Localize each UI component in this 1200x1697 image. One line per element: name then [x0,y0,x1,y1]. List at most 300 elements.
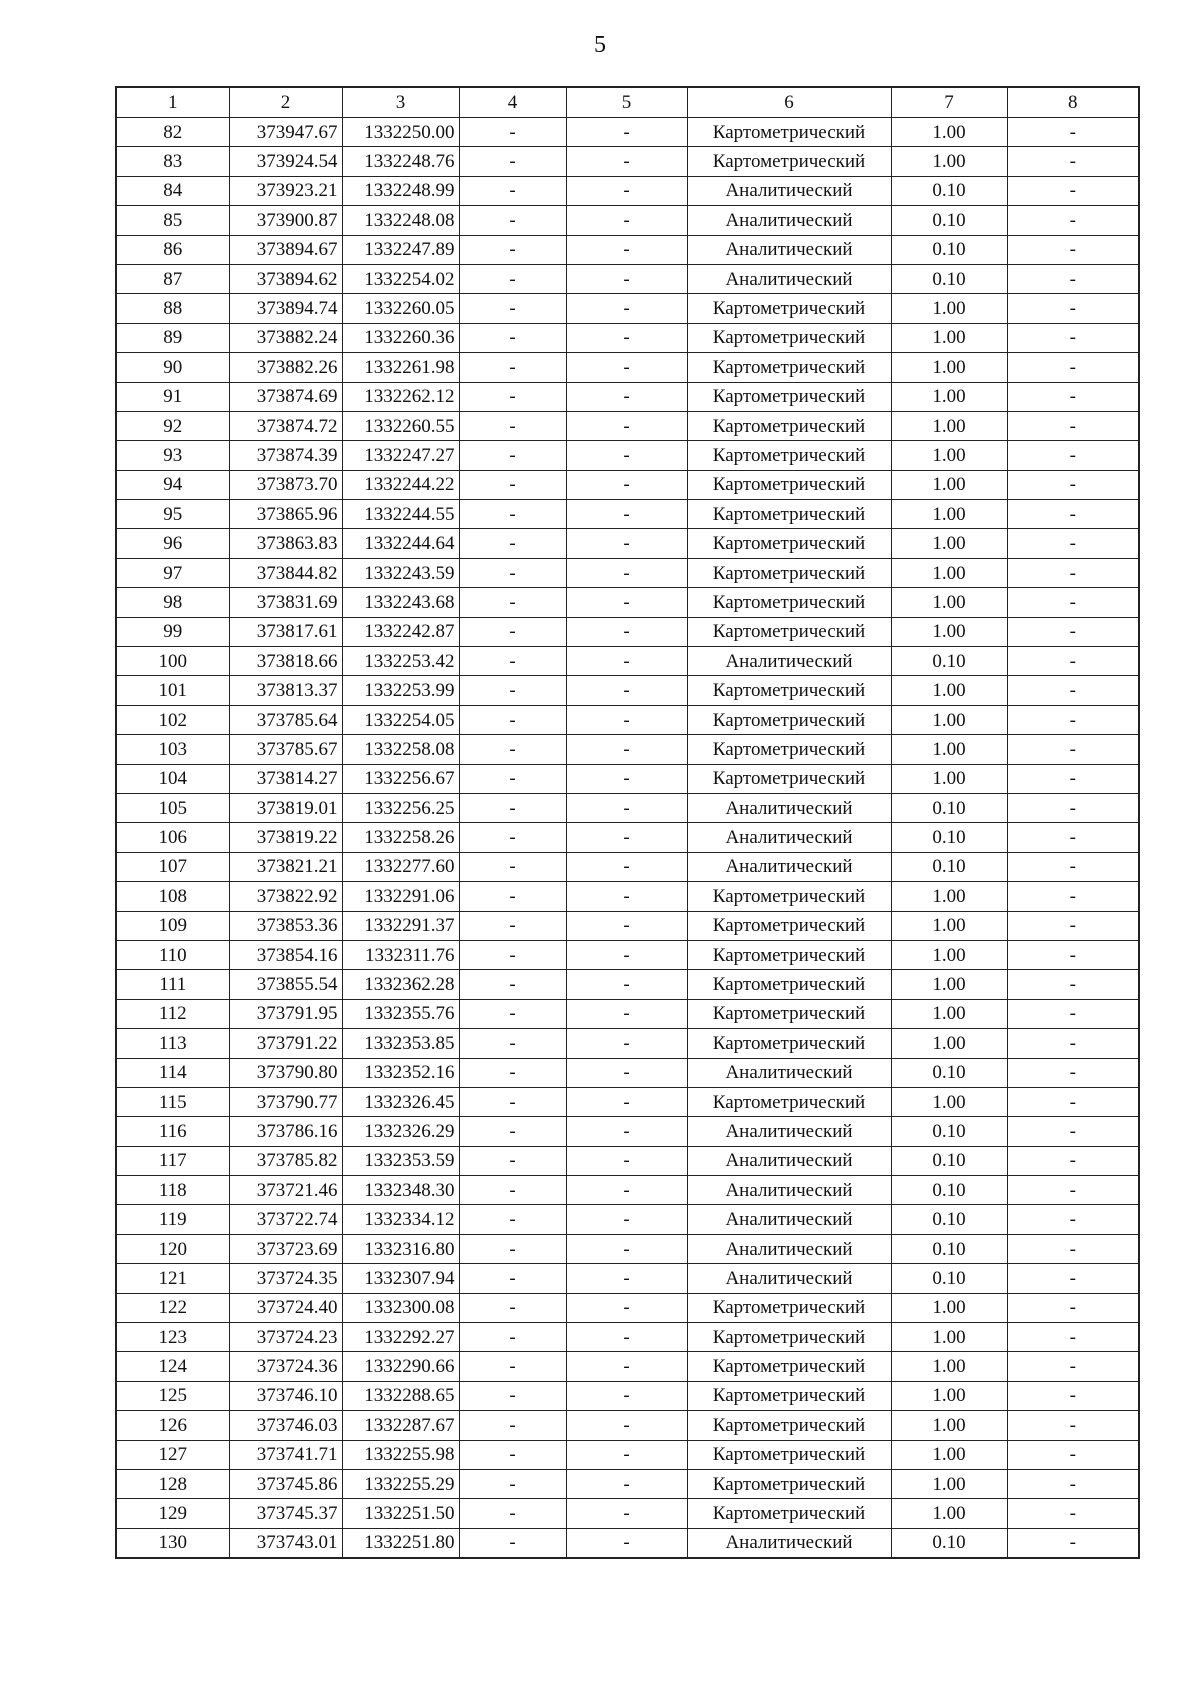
point-number-cell: 120 [116,1234,229,1263]
table-row [116,1469,1139,1498]
point-number-cell: 104 [116,764,229,793]
method-cell: Картометрический [687,705,891,734]
y-coordinate-cell: 1332253.42 [342,647,459,676]
point-number-cell: 99 [116,617,229,646]
col8-cell: - [1007,1146,1139,1175]
col4-cell: - [459,970,566,999]
col5-cell: - [566,588,687,617]
point-number-cell: 110 [116,940,229,969]
point-number-cell: 123 [116,1323,229,1352]
y-coordinate-cell: 1332256.25 [342,793,459,822]
method-cell: Аналитический [687,823,891,852]
col5-cell: - [566,764,687,793]
col4-cell: - [459,823,566,852]
table-row [116,1499,1139,1528]
method-cell: Аналитический [687,1176,891,1205]
point-number-cell: 130 [116,1528,229,1558]
column-header: 1 [116,87,229,118]
method-cell: Картометрический [687,411,891,440]
y-coordinate-cell: 1332287.67 [342,1411,459,1440]
point-number-cell: 96 [116,529,229,558]
table-row [116,852,1139,881]
col5-cell: - [566,735,687,764]
y-coordinate-cell: 1332251.50 [342,1499,459,1528]
y-coordinate-cell: 1332258.08 [342,735,459,764]
point-number-cell: 100 [116,647,229,676]
accuracy-cell: 1.00 [891,1323,1007,1352]
col8-cell: - [1007,999,1139,1028]
col5-cell: - [566,118,687,147]
y-coordinate-cell: 1332243.68 [342,588,459,617]
point-number-cell: 89 [116,323,229,352]
table-row [116,735,1139,764]
col4-cell: - [459,147,566,176]
point-number-cell: 127 [116,1440,229,1469]
accuracy-cell: 1.00 [891,558,1007,587]
x-coordinate-cell: 373873.70 [229,470,342,499]
point-number-cell: 98 [116,588,229,617]
col5-cell: - [566,147,687,176]
accuracy-cell: 1.00 [891,470,1007,499]
y-coordinate-cell: 1332291.37 [342,911,459,940]
y-coordinate-cell: 1332247.89 [342,235,459,264]
table-row [116,882,1139,911]
y-coordinate-cell: 1332288.65 [342,1381,459,1410]
col5-cell: - [566,1029,687,1058]
table-row [116,353,1139,382]
y-coordinate-cell: 1332247.27 [342,441,459,470]
point-number-cell: 103 [116,735,229,764]
method-cell: Картометрический [687,882,891,911]
table-row [116,118,1139,147]
col8-cell: - [1007,705,1139,734]
col5-cell: - [566,617,687,646]
method-cell: Аналитический [687,793,891,822]
accuracy-cell: 1.00 [891,1499,1007,1528]
col5-cell: - [566,1117,687,1146]
table-row [116,617,1139,646]
y-coordinate-cell: 1332256.67 [342,764,459,793]
y-coordinate-cell: 1332244.22 [342,470,459,499]
accuracy-cell: 0.10 [891,793,1007,822]
table-row [116,911,1139,940]
accuracy-cell: 0.10 [891,823,1007,852]
col8-cell: - [1007,118,1139,147]
col5-cell: - [566,1234,687,1263]
x-coordinate-cell: 373791.95 [229,999,342,1028]
col4-cell: - [459,735,566,764]
y-coordinate-cell: 1332353.85 [342,1029,459,1058]
x-coordinate-cell: 373786.16 [229,1117,342,1146]
column-header: 3 [342,87,459,118]
y-coordinate-cell: 1332355.76 [342,999,459,1028]
x-coordinate-cell: 373790.80 [229,1058,342,1087]
col5-cell: - [566,882,687,911]
y-coordinate-cell: 1332248.08 [342,206,459,235]
y-coordinate-cell: 1332348.30 [342,1176,459,1205]
method-cell: Картометрический [687,1087,891,1116]
method-cell: Аналитический [687,206,891,235]
method-cell: Картометрический [687,147,891,176]
table-row [116,558,1139,587]
y-coordinate-cell: 1332255.98 [342,1440,459,1469]
x-coordinate-cell: 373818.66 [229,647,342,676]
x-coordinate-cell: 373741.71 [229,1440,342,1469]
page-number: 5 [594,32,606,58]
col8-cell: - [1007,1205,1139,1234]
x-coordinate-cell: 373865.96 [229,500,342,529]
table-row [116,1234,1139,1263]
method-cell: Картометрический [687,1352,891,1381]
table-row [116,764,1139,793]
col8-cell: - [1007,588,1139,617]
table-row [116,1293,1139,1322]
col4-cell: - [459,206,566,235]
table-row [116,588,1139,617]
method-cell: Картометрический [687,382,891,411]
point-number-cell: 85 [116,206,229,235]
col8-cell: - [1007,1117,1139,1146]
x-coordinate-cell: 373790.77 [229,1087,342,1116]
method-cell: Картометрический [687,1469,891,1498]
col4-cell: - [459,1469,566,1498]
method-cell: Картометрический [687,529,891,558]
y-coordinate-cell: 1332290.66 [342,1352,459,1381]
col4-cell: - [459,323,566,352]
method-cell: Аналитический [687,647,891,676]
y-coordinate-cell: 1332277.60 [342,852,459,881]
point-number-cell: 95 [116,500,229,529]
point-number-cell: 119 [116,1205,229,1234]
accuracy-cell: 0.10 [891,1176,1007,1205]
accuracy-cell: 1.00 [891,1293,1007,1322]
x-coordinate-cell: 373724.36 [229,1352,342,1381]
x-coordinate-cell: 373822.92 [229,882,342,911]
point-number-cell: 108 [116,882,229,911]
col5-cell: - [566,793,687,822]
col4-cell: - [459,1117,566,1146]
col5-cell: - [566,470,687,499]
col4-cell: - [459,676,566,705]
col8-cell: - [1007,1528,1139,1558]
column-header: 6 [687,87,891,118]
col8-cell: - [1007,823,1139,852]
y-coordinate-cell: 1332253.99 [342,676,459,705]
column-header: 7 [891,87,1007,118]
col8-cell: - [1007,294,1139,323]
accuracy-cell: 1.00 [891,911,1007,940]
table-row [116,323,1139,352]
method-cell: Картометрический [687,676,891,705]
method-cell: Аналитический [687,235,891,264]
table-row [116,647,1139,676]
point-number-cell: 117 [116,1146,229,1175]
x-coordinate-cell: 373874.69 [229,382,342,411]
table-row [116,294,1139,323]
method-cell: Аналитический [687,1146,891,1175]
col5-cell: - [566,852,687,881]
accuracy-cell: 1.00 [891,500,1007,529]
col5-cell: - [566,1176,687,1205]
col5-cell: - [566,176,687,205]
method-cell: Картометрический [687,323,891,352]
col5-cell: - [566,353,687,382]
x-coordinate-cell: 373831.69 [229,588,342,617]
col8-cell: - [1007,176,1139,205]
method-cell: Картометрический [687,617,891,646]
accuracy-cell: 1.00 [891,382,1007,411]
accuracy-cell: 1.00 [891,323,1007,352]
table-row [116,206,1139,235]
col8-cell: - [1007,940,1139,969]
col4-cell: - [459,118,566,147]
method-cell: Аналитический [687,1264,891,1293]
col4-cell: - [459,764,566,793]
col4-cell: - [459,294,566,323]
col5-cell: - [566,382,687,411]
x-coordinate-cell: 373900.87 [229,206,342,235]
col5-cell: - [566,323,687,352]
y-coordinate-cell: 1332260.55 [342,411,459,440]
col8-cell: - [1007,764,1139,793]
point-number-cell: 122 [116,1293,229,1322]
y-coordinate-cell: 1332311.76 [342,940,459,969]
y-coordinate-cell: 1332258.26 [342,823,459,852]
point-number-cell: 128 [116,1469,229,1498]
col4-cell: - [459,1205,566,1234]
y-coordinate-cell: 1332352.16 [342,1058,459,1087]
x-coordinate-cell: 373894.62 [229,264,342,293]
x-coordinate-cell: 373722.74 [229,1205,342,1234]
col4-cell: - [459,1381,566,1410]
x-coordinate-cell: 373817.61 [229,617,342,646]
col5-cell: - [566,1411,687,1440]
point-number-cell: 87 [116,264,229,293]
method-cell: Картометрический [687,1381,891,1410]
col5-cell: - [566,1381,687,1410]
accuracy-cell: 1.00 [891,970,1007,999]
table-row [116,1323,1139,1352]
x-coordinate-cell: 373844.82 [229,558,342,587]
accuracy-cell: 1.00 [891,118,1007,147]
method-cell: Картометрический [687,970,891,999]
col4-cell: - [459,500,566,529]
col8-cell: - [1007,529,1139,558]
table-row [116,1087,1139,1116]
col4-cell: - [459,470,566,499]
col8-cell: - [1007,500,1139,529]
y-coordinate-cell: 1332250.00 [342,118,459,147]
x-coordinate-cell: 373821.21 [229,852,342,881]
x-coordinate-cell: 373819.01 [229,793,342,822]
col8-cell: - [1007,323,1139,352]
method-cell: Аналитический [687,1117,891,1146]
table-row [116,676,1139,705]
table-row [116,529,1139,558]
method-cell: Аналитический [687,1058,891,1087]
accuracy-cell: 0.10 [891,1058,1007,1087]
table-row [116,500,1139,529]
col5-cell: - [566,911,687,940]
accuracy-cell: 0.10 [891,1205,1007,1234]
x-coordinate-cell: 373813.37 [229,676,342,705]
col4-cell: - [459,1323,566,1352]
col8-cell: - [1007,470,1139,499]
y-coordinate-cell: 1332244.64 [342,529,459,558]
col8-cell: - [1007,235,1139,264]
col8-cell: - [1007,558,1139,587]
accuracy-cell: 0.10 [891,235,1007,264]
accuracy-cell: 0.10 [891,1264,1007,1293]
accuracy-cell: 1.00 [891,1381,1007,1410]
point-number-cell: 86 [116,235,229,264]
table-row [116,1381,1139,1410]
accuracy-cell: 1.00 [891,1411,1007,1440]
method-cell: Аналитический [687,264,891,293]
col4-cell: - [459,1087,566,1116]
col8-cell: - [1007,911,1139,940]
point-number-cell: 121 [116,1264,229,1293]
col4-cell: - [459,1352,566,1381]
col8-cell: - [1007,411,1139,440]
table-header-row [116,87,1139,118]
point-number-cell: 92 [116,411,229,440]
table-row [116,1440,1139,1469]
col5-cell: - [566,1264,687,1293]
col8-cell: - [1007,1469,1139,1498]
x-coordinate-cell: 373814.27 [229,764,342,793]
accuracy-cell: 1.00 [891,441,1007,470]
method-cell: Аналитический [687,1205,891,1234]
accuracy-cell: 0.10 [891,264,1007,293]
col5-cell: - [566,1087,687,1116]
accuracy-cell: 1.00 [891,353,1007,382]
table-row [116,1352,1139,1381]
col4-cell: - [459,264,566,293]
accuracy-cell: 1.00 [891,999,1007,1028]
x-coordinate-cell: 373785.67 [229,735,342,764]
method-cell: Картометрический [687,294,891,323]
point-number-cell: 82 [116,118,229,147]
accuracy-cell: 1.00 [891,529,1007,558]
col8-cell: - [1007,382,1139,411]
y-coordinate-cell: 1332326.45 [342,1087,459,1116]
y-coordinate-cell: 1332307.94 [342,1264,459,1293]
col8-cell: - [1007,147,1139,176]
y-coordinate-cell: 1332248.99 [342,176,459,205]
col8-cell: - [1007,1176,1139,1205]
col8-cell: - [1007,1381,1139,1410]
point-number-cell: 94 [116,470,229,499]
table-row [116,1146,1139,1175]
y-coordinate-cell: 1332262.12 [342,382,459,411]
col4-cell: - [459,529,566,558]
point-number-cell: 116 [116,1117,229,1146]
accuracy-cell: 1.00 [891,294,1007,323]
col4-cell: - [459,1499,566,1528]
accuracy-cell: 1.00 [891,735,1007,764]
col5-cell: - [566,1528,687,1558]
accuracy-cell: 1.00 [891,1352,1007,1381]
point-number-cell: 126 [116,1411,229,1440]
table-body [116,118,1139,1559]
y-coordinate-cell: 1332255.29 [342,1469,459,1498]
x-coordinate-cell: 373743.01 [229,1528,342,1558]
col8-cell: - [1007,1264,1139,1293]
y-coordinate-cell: 1332326.29 [342,1117,459,1146]
col8-cell: - [1007,1058,1139,1087]
method-cell: Аналитический [687,176,891,205]
x-coordinate-cell: 373894.74 [229,294,342,323]
col4-cell: - [459,793,566,822]
col5-cell: - [566,1352,687,1381]
col4-cell: - [459,1528,566,1558]
accuracy-cell: 0.10 [891,1117,1007,1146]
col4-cell: - [459,705,566,734]
table-row [116,1528,1139,1558]
table-row [116,823,1139,852]
coordinates-table [115,86,1140,1559]
method-cell: Картометрический [687,470,891,499]
point-number-cell: 101 [116,676,229,705]
x-coordinate-cell: 373746.10 [229,1381,342,1410]
col5-cell: - [566,500,687,529]
y-coordinate-cell: 1332251.80 [342,1528,459,1558]
col4-cell: - [459,911,566,940]
table-row [116,147,1139,176]
y-coordinate-cell: 1332260.05 [342,294,459,323]
col8-cell: - [1007,852,1139,881]
x-coordinate-cell: 373723.69 [229,1234,342,1263]
table-row [116,1205,1139,1234]
y-coordinate-cell: 1332244.55 [342,500,459,529]
point-number-cell: 115 [116,1087,229,1116]
point-number-cell: 124 [116,1352,229,1381]
table-row [116,999,1139,1028]
y-coordinate-cell: 1332242.87 [342,617,459,646]
accuracy-cell: 1.00 [891,411,1007,440]
accuracy-cell: 0.10 [891,1146,1007,1175]
table-row [116,705,1139,734]
col8-cell: - [1007,882,1139,911]
col4-cell: - [459,235,566,264]
x-coordinate-cell: 373745.37 [229,1499,342,1528]
col4-cell: - [459,558,566,587]
col4-cell: - [459,1234,566,1263]
x-coordinate-cell: 373853.36 [229,911,342,940]
col4-cell: - [459,882,566,911]
y-coordinate-cell: 1332261.98 [342,353,459,382]
x-coordinate-cell: 373874.72 [229,411,342,440]
method-cell: Картометрический [687,558,891,587]
method-cell: Картометрический [687,911,891,940]
accuracy-cell: 0.10 [891,647,1007,676]
accuracy-cell: 1.00 [891,588,1007,617]
x-coordinate-cell: 373855.54 [229,970,342,999]
point-number-cell: 114 [116,1058,229,1087]
point-number-cell: 125 [116,1381,229,1410]
method-cell: Аналитический [687,852,891,881]
col5-cell: - [566,529,687,558]
col4-cell: - [459,588,566,617]
y-coordinate-cell: 1332362.28 [342,970,459,999]
table-row [116,970,1139,999]
accuracy-cell: 0.10 [891,206,1007,235]
x-coordinate-cell: 373874.39 [229,441,342,470]
x-coordinate-cell: 373791.22 [229,1029,342,1058]
column-header: 5 [566,87,687,118]
col8-cell: - [1007,353,1139,382]
